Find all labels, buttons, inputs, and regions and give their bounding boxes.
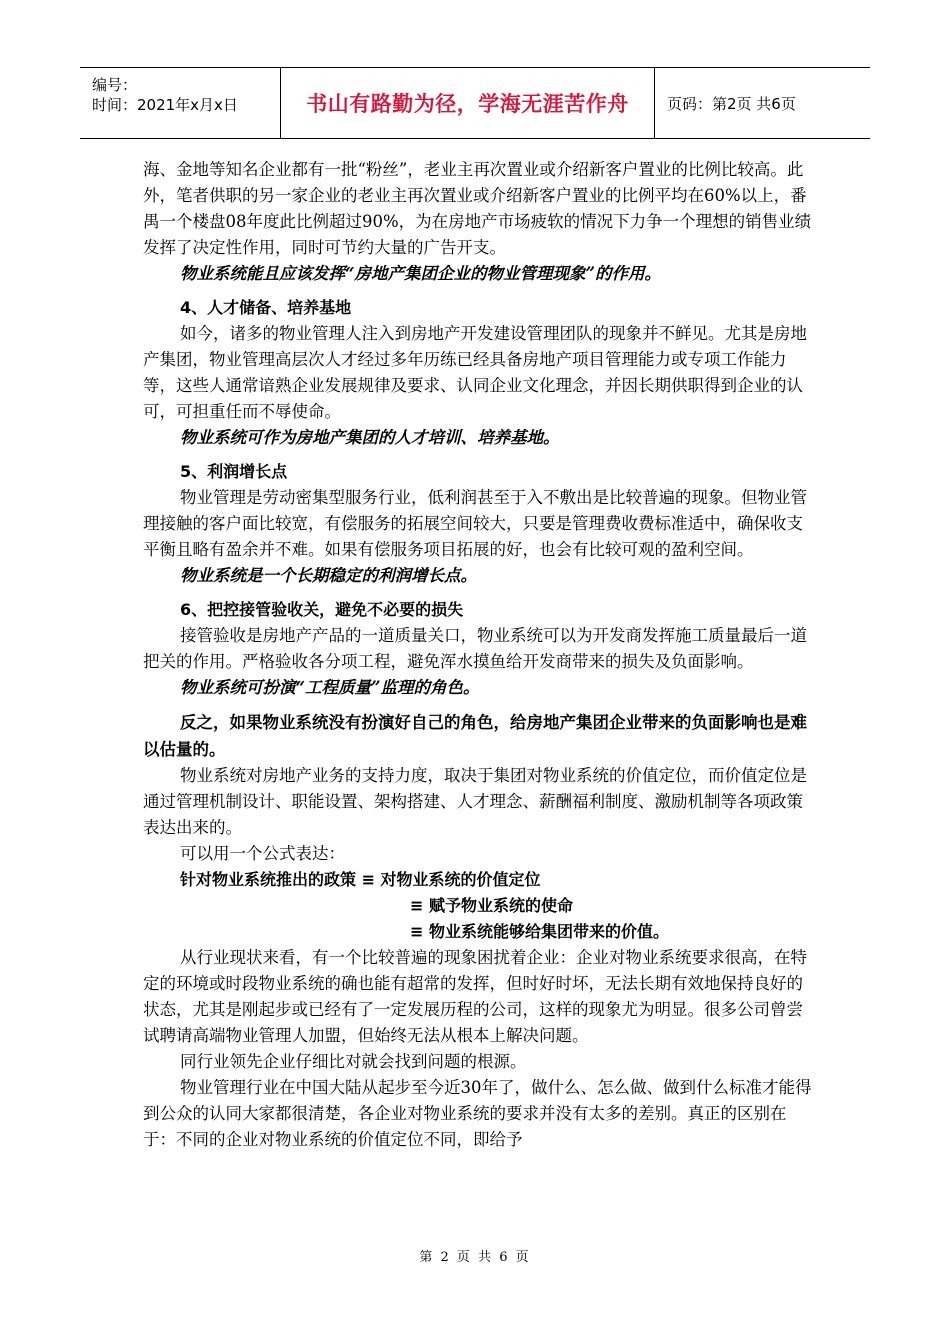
section-heading: 6、把控接管验收关，避免不必要的损失 bbox=[180, 600, 464, 619]
section-heading: 5、利润增长点 bbox=[180, 462, 288, 481]
emphasis-conclusion: 物业系统能且应该发挥“房地产集团企业的物业管理现象”的作用。 bbox=[180, 264, 661, 283]
formula-block bbox=[143, 867, 815, 945]
formula-line: ≡ 赋予物业系统的使命 bbox=[410, 896, 573, 915]
paragraph: 接管验收是房地产产品的一道质量关口，物业系统可以为开发商发挥施工质量最后一道把关的作用。严格验收各分项工程，避免浑水摸鱼给开发商带来的损失及负面影响。 bbox=[143, 626, 807, 671]
emphasis-conclusion: 物业系统可作为房地产集团的人才培训、培养基地。 bbox=[180, 428, 560, 447]
paragraph: 同行业领先企业仔细比对就会找到问题的根源。 bbox=[180, 1052, 527, 1071]
section-heading: 4、人才储备、培养基地 bbox=[180, 298, 352, 317]
header-meta-cell bbox=[80, 68, 280, 138]
document-date-label: 时间：2021年x月x日 bbox=[92, 96, 238, 114]
paragraph: 物业管理行业在中国大陆从起步至今近30年了，做什么、怎么做、做到什么标准才能得到公众的认同大家都很清楚，各企业对物业系统的要求并没有太多的差别。真正的区别在于：不同的企业对物业系统的价值定位不同，即给予 bbox=[143, 1078, 812, 1149]
paragraph: 可以用一个公式表达： bbox=[180, 844, 345, 863]
bold-paragraph: 反之，如果物业系统没有扮演好自己的角色，给房地产集团企业带来的负面影响也是难以估量的。 bbox=[143, 713, 807, 759]
paragraph: 物业管理是劳动密集型服务行业，低利润甚至于入不敷出是比较普遍的现象。但物业管理接触的客户面比较宽，有偿服务的拓展空间较大，只要是管理费收费标准适中，确保收支平衡且略有盈余并不难。如果有偿服务项目拓展的好，也会有比较可观的盈利空间。 bbox=[143, 488, 807, 559]
paragraph: 从行业现状来看，有一个比较普遍的现象困扰着企业：企业对物业系统要求很高，在特定的环境或时段物业系统的确也能有超常的发挥，但时好时坏，无法长期有效地保持良好的状态，尤其是刚起步或已经有了一定发展历程的公司，这样的现象尤为明显。很多公司曾尝试聘请高端物业管理人加盟，但始终无法从根本上解决问题。 bbox=[143, 948, 807, 1045]
page-footer: 第 2 页 共 6 页 bbox=[419, 1250, 531, 1265]
emphasis-conclusion: 物业系统是一个长期稳定的利润增长点。 bbox=[180, 566, 477, 585]
header-motto: 书山有路勤为径，学海无涯苦作舟 bbox=[306, 92, 629, 116]
document-number-label: 编号： bbox=[92, 76, 138, 94]
header-page-info: 页码：第2页 共6页 bbox=[667, 94, 796, 113]
formula-line: ≡ 物业系统能够给集团带来的价值。 bbox=[410, 922, 669, 941]
paragraph: 物业系统对房地产业务的支持力度，取决于集团对物业系统的价值定位，而价值定位是通过管理机制设计、职能设置、架构搭建、人才理念、薪酬福利制度、激励机制等各项政策表达出来的。 bbox=[143, 766, 807, 837]
formula-line: 针对物业系统推出的政策 ≡ 对物业系统的价值定位 bbox=[180, 870, 541, 889]
paragraph: 如今，诸多的物业管理人注入到房地产开发建设管理团队的现象并不鲜见。尤其是房地产集团，物业管理高层次人才经过多年历练已经具备房地产项目管理能力或专项工作能力等，这些人通常谙熟企业发展规律及要求、认同企业文化理念，并因长期供职得到企业的认可，可担重任而不辱使命。 bbox=[143, 324, 807, 421]
emphasis-conclusion: 物业系统可扮演“工程质量”监理的角色。 bbox=[180, 678, 480, 697]
paragraph: 海、金地等知名企业都有一批“粉丝”，老业主再次置业或介绍新客户置业的比例比较高。此外，笔者供职的另一家企业的老业主再次置业或介绍新客户置业的比例平均在60%以上，番禺一个楼盘08年度此比例超过90%，为在房地产市场疲软的情况下力争一个理想的销售业绩发挥了决定性作用，同时可节约大量的广告开支。 bbox=[143, 160, 812, 257]
document-body bbox=[143, 157, 815, 1153]
header-table bbox=[80, 67, 870, 139]
